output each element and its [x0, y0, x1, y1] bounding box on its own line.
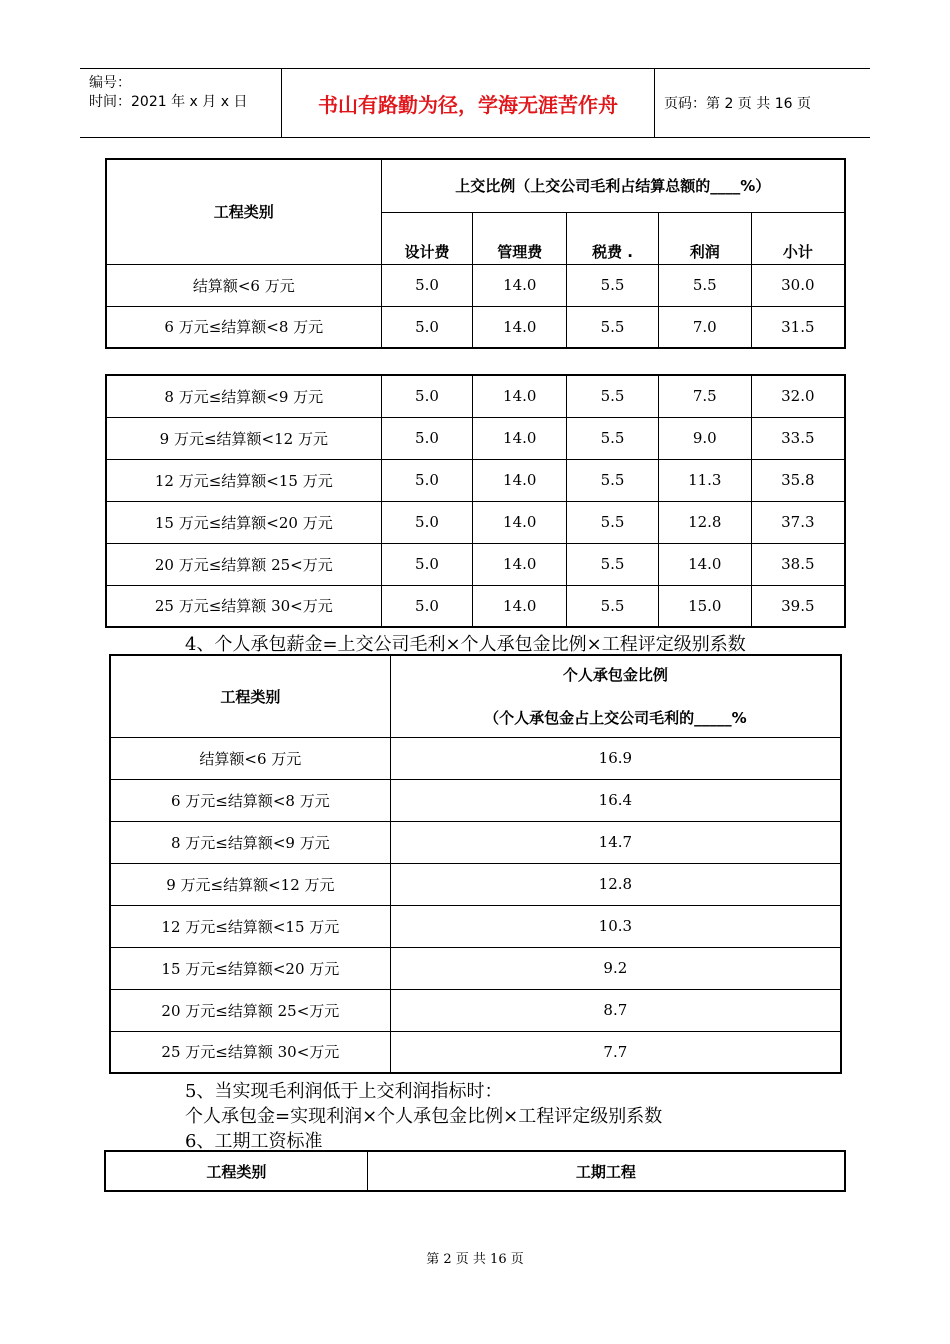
tax-fee-cell: 5.5	[567, 306, 659, 348]
management-fee-cell: 14.0	[473, 264, 567, 306]
design-fee-header: 设计费	[381, 212, 473, 264]
table-row	[110, 947, 841, 989]
category-header: 工程类别	[110, 655, 390, 737]
subtotal-cell: 30.0	[751, 264, 845, 306]
personal-contract-ratio-header	[390, 655, 841, 737]
header-motto-cell	[282, 69, 655, 137]
table-row	[106, 417, 845, 459]
profit-cell: 15.0	[658, 585, 751, 627]
tax-fee-header: 税费 .	[567, 212, 659, 264]
row-label: 12 万元≤结算额<15 万元	[110, 905, 390, 947]
ratio-cell: 7.7	[390, 1031, 841, 1073]
row-label: 8 万元≤结算额<9 万元	[110, 821, 390, 863]
management-fee-cell: 14.0	[473, 585, 567, 627]
table-row	[110, 905, 841, 947]
page-header	[80, 68, 870, 138]
table-row	[106, 306, 845, 348]
management-fee-header: 管理费	[473, 212, 567, 264]
tax-fee-cell: 5.5	[567, 501, 659, 543]
personal-contract-ratio-title: 个人承包金比例	[562, 666, 668, 685]
header-page-cell	[655, 69, 870, 137]
subtotal-header: 小计	[751, 212, 845, 264]
row-label: 12 万元≤结算额<15 万元	[106, 459, 381, 501]
profit-cell: 14.0	[658, 543, 751, 585]
subtotal-cell: 32.0	[751, 375, 845, 417]
document-date-label: 时间：2021 年 x 月 x 日	[89, 94, 248, 110]
contribution-ratio-table-part2	[105, 374, 846, 628]
header-meta	[80, 69, 282, 137]
paragraph-5-line1: 5、当实现毛利润低于上交利润指标时：	[185, 1081, 503, 1102]
row-label: 15 万元≤结算额<20 万元	[110, 947, 390, 989]
management-fee-cell: 14.0	[473, 459, 567, 501]
design-fee-cell: 5.0	[381, 375, 473, 417]
profit-cell: 5.5	[658, 264, 751, 306]
category-header: 工程类别	[105, 1151, 367, 1191]
management-fee-cell: 14.0	[473, 417, 567, 459]
management-fee-cell: 14.0	[473, 543, 567, 585]
subtotal-cell: 37.3	[751, 501, 845, 543]
table-row	[106, 501, 845, 543]
row-label: 25 万元≤结算额 30<万元	[106, 585, 381, 627]
work-period-wage-table	[104, 1150, 846, 1192]
tax-fee-cell: 5.5	[567, 417, 659, 459]
row-label: 20 万元≤结算额 25<万元	[106, 543, 381, 585]
table-row	[110, 863, 841, 905]
ratio-cell: 14.7	[390, 821, 841, 863]
management-fee-cell: 14.0	[473, 375, 567, 417]
design-fee-cell: 5.0	[381, 264, 473, 306]
row-label: 结算额<6 万元	[106, 264, 381, 306]
design-fee-cell: 5.0	[381, 417, 473, 459]
subtotal-cell: 31.5	[751, 306, 845, 348]
row-label: 6 万元≤结算额<8 万元	[106, 306, 381, 348]
tax-fee-cell: 5.5	[567, 543, 659, 585]
contribution-ratio-table-part1	[105, 158, 846, 349]
design-fee-cell: 5.0	[381, 501, 473, 543]
row-label: 25 万元≤结算额 30<万元	[110, 1031, 390, 1073]
header-page-label: 页码：第 2 页 共 16 页	[664, 96, 811, 112]
profit-cell: 9.0	[658, 417, 751, 459]
tax-fee-cell: 5.5	[567, 585, 659, 627]
profit-cell: 11.3	[658, 459, 751, 501]
page-footer: 第 2 页 共 16 页	[426, 1252, 524, 1267]
personal-contract-ratio-table	[109, 654, 842, 1074]
tax-fee-cell: 5.5	[567, 459, 659, 501]
row-label: 9 万元≤结算额<12 万元	[106, 417, 381, 459]
table-row	[110, 821, 841, 863]
table-row	[106, 264, 845, 306]
contribution-ratio-header: 上交比例（上交公司毛利占结算总额的____%）	[381, 159, 845, 212]
table-row	[106, 459, 845, 501]
paragraph-4: 4、个人承包薪金=上交公司毛利×个人承包金比例×工程评定级别系数	[185, 634, 746, 655]
category-header: 工程类别	[106, 159, 381, 264]
paragraph-6: 6、工期工资标准	[185, 1131, 323, 1152]
tax-fee-cell: 5.5	[567, 264, 659, 306]
tax-fee-cell: 5.5	[567, 375, 659, 417]
management-fee-cell: 14.0	[473, 306, 567, 348]
table-row	[110, 779, 841, 821]
design-fee-cell: 5.0	[381, 306, 473, 348]
design-fee-cell: 5.0	[381, 585, 473, 627]
row-label: 20 万元≤结算额 25<万元	[110, 989, 390, 1031]
design-fee-cell: 5.0	[381, 543, 473, 585]
profit-cell: 7.0	[658, 306, 751, 348]
design-fee-cell: 5.0	[381, 459, 473, 501]
row-label: 8 万元≤结算额<9 万元	[106, 375, 381, 417]
paragraph-5-line2: 个人承包金=实现利润×个人承包金比例×工程评定级别系数	[185, 1106, 663, 1127]
subtotal-cell: 33.5	[751, 417, 845, 459]
subtotal-cell: 38.5	[751, 543, 845, 585]
work-period-header: 工期工程	[367, 1151, 845, 1191]
header-motto: 书山有路勤为径，学海无涯苦作舟	[318, 92, 618, 117]
ratio-cell: 9.2	[390, 947, 841, 989]
document-number-label: 编号：	[89, 75, 131, 91]
row-label: 9 万元≤结算额<12 万元	[110, 863, 390, 905]
row-label: 结算额<6 万元	[110, 737, 390, 779]
table-row	[110, 989, 841, 1031]
subtotal-cell: 39.5	[751, 585, 845, 627]
table-row	[106, 375, 845, 417]
profit-header: 利润	[658, 212, 751, 264]
profit-cell: 7.5	[658, 375, 751, 417]
subtotal-cell: 35.8	[751, 459, 845, 501]
table-row	[106, 543, 845, 585]
row-label: 15 万元≤结算额<20 万元	[106, 501, 381, 543]
table-row	[106, 585, 845, 627]
profit-cell: 12.8	[658, 501, 751, 543]
ratio-cell: 16.4	[390, 779, 841, 821]
management-fee-cell: 14.0	[473, 501, 567, 543]
ratio-cell: 8.7	[390, 989, 841, 1031]
personal-contract-ratio-note: （个人承包金占上交公司毛利的_____%	[484, 709, 747, 728]
ratio-cell: 10.3	[390, 905, 841, 947]
table-row	[110, 1031, 841, 1073]
table-row	[110, 737, 841, 779]
row-label: 6 万元≤结算额<8 万元	[110, 779, 390, 821]
ratio-cell: 16.9	[390, 737, 841, 779]
ratio-cell: 12.8	[390, 863, 841, 905]
